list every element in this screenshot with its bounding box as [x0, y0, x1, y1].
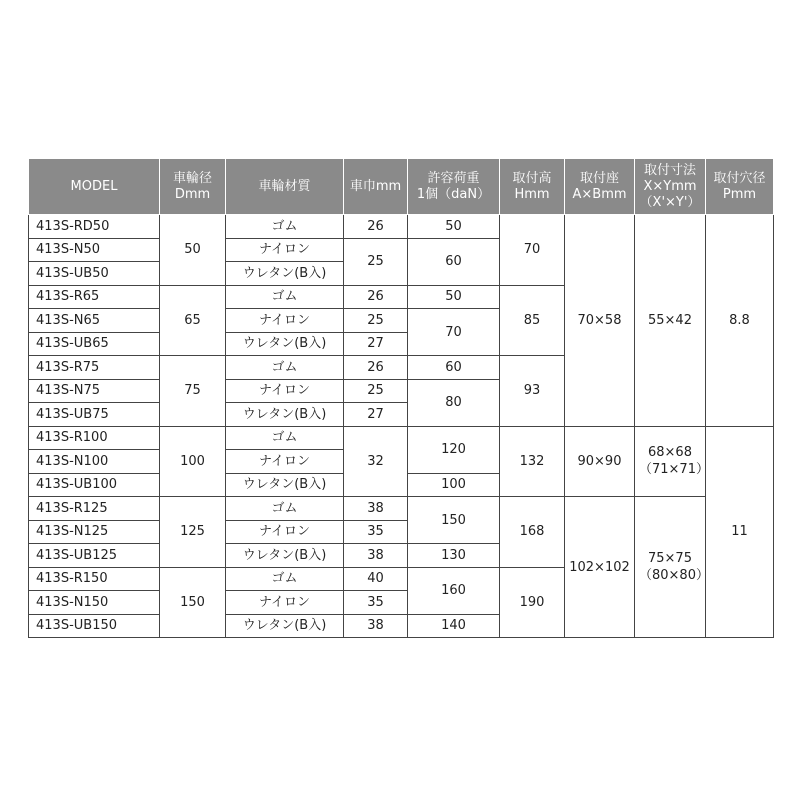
material-cell: ウレタン(B入): [226, 473, 344, 497]
table-row: [29, 215, 774, 239]
caster-spec-table: [28, 158, 774, 638]
material-cell: ナイロン: [226, 379, 344, 403]
load-cell: 60: [408, 356, 500, 380]
hole-cell: 11: [706, 426, 774, 638]
header-model: MODEL: [29, 159, 160, 215]
material-cell: ナイロン: [226, 450, 344, 474]
diameter-cell: 65: [160, 285, 226, 356]
model-cell: 413S-N100: [29, 450, 160, 474]
header-wheel-width: 車巾mm: [344, 159, 408, 215]
width-cell: 26: [344, 356, 408, 380]
material-cell: ゴム: [226, 285, 344, 309]
width-cell: 40: [344, 567, 408, 591]
material-cell: ゴム: [226, 356, 344, 380]
load-cell: 60: [408, 238, 500, 285]
table-row: [29, 497, 774, 521]
load-cell: 150: [408, 497, 500, 544]
model-cell: 413S-UB125: [29, 544, 160, 568]
header-wheel-material: 車輪材質: [226, 159, 344, 215]
load-cell: 120: [408, 426, 500, 473]
mount-cell: 55×42: [635, 215, 706, 427]
header-mount-plate: 取付座 A×Bmm: [565, 159, 635, 215]
model-cell: 413S-N50: [29, 238, 160, 262]
model-cell: 413S-UB65: [29, 332, 160, 356]
material-cell: ゴム: [226, 497, 344, 521]
load-cell: 140: [408, 614, 500, 638]
load-cell: 130: [408, 544, 500, 568]
height-cell: 132: [500, 426, 565, 497]
model-cell: 413S-UB150: [29, 614, 160, 638]
width-cell: 32: [344, 426, 408, 497]
height-cell: 85: [500, 285, 565, 356]
hole-cell: 8.8: [706, 215, 774, 427]
width-cell: 38: [344, 614, 408, 638]
material-cell: ナイロン: [226, 309, 344, 333]
model-cell: 413S-UB75: [29, 403, 160, 427]
load-cell: 50: [408, 285, 500, 309]
width-cell: 35: [344, 520, 408, 544]
header-mount-dimensions: 取付寸法 X×Ymm （X'×Y'）: [635, 159, 706, 215]
diameter-cell: 50: [160, 215, 226, 286]
material-cell: ナイロン: [226, 591, 344, 615]
load-cell: 160: [408, 567, 500, 614]
width-cell: 38: [344, 497, 408, 521]
diameter-cell: 75: [160, 356, 226, 427]
model-cell: 413S-R150: [29, 567, 160, 591]
model-cell: 413S-N150: [29, 591, 160, 615]
material-cell: ウレタン(B入): [226, 614, 344, 638]
header-allowable-load: 許容荷重 1個（daN）: [408, 159, 500, 215]
width-cell: 25: [344, 309, 408, 333]
mount-cell: 68×68 （71×71）: [635, 426, 706, 497]
material-cell: ウレタン(B入): [226, 332, 344, 356]
height-cell: 70: [500, 215, 565, 286]
load-cell: 80: [408, 379, 500, 426]
material-cell: ナイロン: [226, 520, 344, 544]
spec-table-container: [28, 158, 774, 638]
model-cell: 413S-R125: [29, 497, 160, 521]
height-cell: 190: [500, 567, 565, 638]
width-cell: 27: [344, 403, 408, 427]
material-cell: ナイロン: [226, 238, 344, 262]
width-cell: 26: [344, 215, 408, 239]
header-mount-hole: 取付穴径 Pmm: [706, 159, 774, 215]
model-cell: 413S-N65: [29, 309, 160, 333]
plate-cell: 90×90: [565, 426, 635, 497]
model-cell: 413S-N125: [29, 520, 160, 544]
model-cell: 413S-N75: [29, 379, 160, 403]
material-cell: ゴム: [226, 567, 344, 591]
load-cell: 70: [408, 309, 500, 356]
plate-cell: 70×58: [565, 215, 635, 427]
header-wheel-diameter: 車輪径 Dmm: [160, 159, 226, 215]
width-cell: 26: [344, 285, 408, 309]
material-cell: ゴム: [226, 426, 344, 450]
material-cell: ゴム: [226, 215, 344, 239]
model-cell: 413S-R65: [29, 285, 160, 309]
model-cell: 413S-R100: [29, 426, 160, 450]
height-cell: 168: [500, 497, 565, 568]
mount-cell: 75×75 （80×80）: [635, 497, 706, 638]
material-cell: ウレタン(B入): [226, 262, 344, 286]
header-mount-height: 取付高 Hmm: [500, 159, 565, 215]
width-cell: 25: [344, 238, 408, 285]
width-cell: 38: [344, 544, 408, 568]
load-cell: 50: [408, 215, 500, 239]
model-cell: 413S-R75: [29, 356, 160, 380]
plate-cell: 102×102: [565, 497, 635, 638]
model-cell: 413S-UB100: [29, 473, 160, 497]
load-cell: 100: [408, 473, 500, 497]
height-cell: 93: [500, 356, 565, 427]
header-row: [29, 159, 774, 215]
material-cell: ウレタン(B入): [226, 544, 344, 568]
diameter-cell: 150: [160, 567, 226, 638]
width-cell: 25: [344, 379, 408, 403]
material-cell: ウレタン(B入): [226, 403, 344, 427]
table-row: [29, 426, 774, 450]
width-cell: 35: [344, 591, 408, 615]
diameter-cell: 125: [160, 497, 226, 568]
model-cell: 413S-RD50: [29, 215, 160, 239]
model-cell: 413S-UB50: [29, 262, 160, 286]
diameter-cell: 100: [160, 426, 226, 497]
width-cell: 27: [344, 332, 408, 356]
